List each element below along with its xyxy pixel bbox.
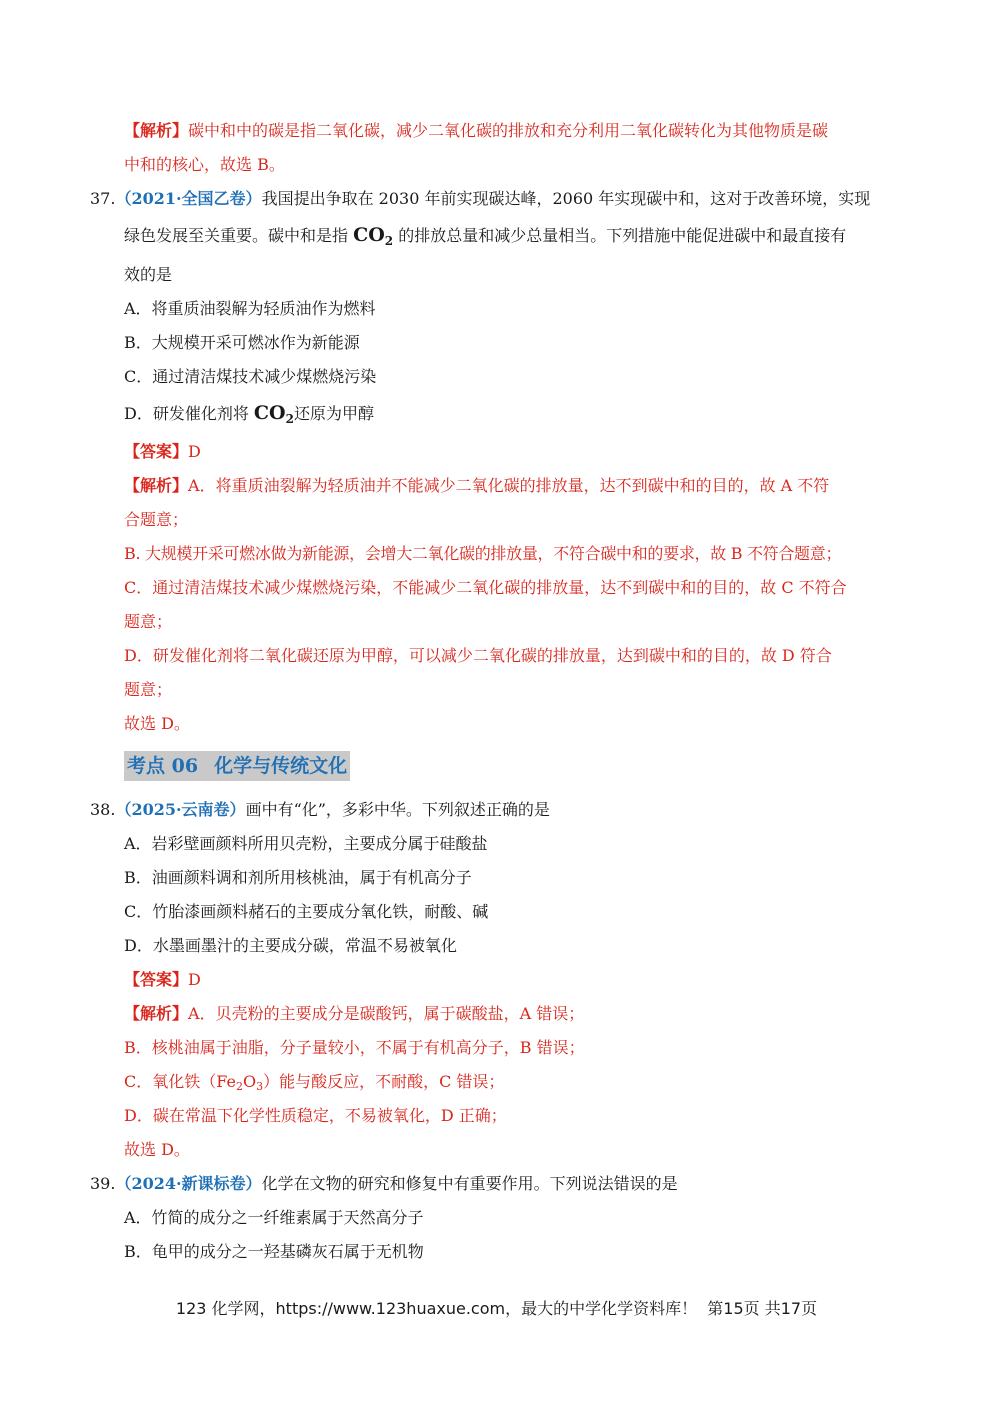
page-footer — [0, 1298, 993, 1320]
section-heading — [124, 751, 350, 781]
option-a: A．岩彩壁画颜料所用贝壳粉，主要成分属于硅酸盐 — [124, 834, 488, 853]
question-37-stem-line3: 效的是 — [124, 265, 173, 284]
analysis-text: ）能与酸反应，不耐酸，C 错误； — [263, 1072, 505, 1091]
footer-text: 123 化学网，https://www.123huaxue.com，最大的中学化学资料库！ — [175, 1299, 698, 1318]
question-39-stem — [90, 1173, 678, 1195]
analysis-text: C．氧化铁（Fe — [124, 1072, 236, 1091]
answer-line — [124, 441, 201, 463]
analysis-tag: 【解析】 — [124, 476, 189, 495]
analysis-line: 故选 D。 — [124, 714, 190, 733]
section-title: 化学与传统文化 — [214, 755, 348, 777]
formula-co2 — [254, 402, 294, 424]
question-text: 我国提出争取在 2030 年前实现碳达峰，2060 年实现碳中和，这对于改善环境，实现 — [261, 189, 871, 208]
analysis-line: D．碳在常温下化学性质稳定，不易被氧化，D 正确； — [124, 1106, 507, 1125]
analysis-text: A．贝壳粉的主要成分是碳酸钙，属于碳酸盐，A 错误； — [188, 1004, 585, 1023]
question-source: （2024·新课标卷） — [115, 1174, 262, 1193]
page-number: 第15页 共17页 — [707, 1299, 818, 1318]
answer-tag: 【答案】 — [124, 970, 189, 989]
option-b: B．油画颜料调和剂所用核桃油，属于有机高分子 — [124, 868, 472, 887]
formula-main: CO — [353, 224, 385, 246]
analysis-line — [124, 1071, 504, 1098]
question-text: 化学在文物的研究和修复中有重要作用。下列说法错误的是 — [261, 1174, 678, 1193]
formula-sub: 3 — [256, 1080, 264, 1093]
option-a: A．将重质油裂解为轻质油作为燃料 — [124, 299, 376, 318]
question-number: 38. — [90, 800, 116, 819]
option-b: B．大规模开采可燃冰作为新能源 — [124, 333, 360, 352]
question-source: （2025·云南卷） — [115, 800, 246, 819]
analysis-line — [124, 1003, 584, 1025]
analysis-tag: 【解析】 — [124, 121, 189, 140]
option-b: B．龟甲的成分之一羟基磷灰石属于无机物 — [124, 1242, 424, 1261]
analysis-line: D．研发催化剂将二氧化碳还原为甲醇，可以减少二氧化碳的排放量，达到碳中和的目的，故 D 符合 — [124, 646, 832, 665]
question-text: 画中有“化”，多彩中华。下列叙述正确的是 — [245, 800, 550, 819]
answer-value: D — [188, 970, 201, 989]
formula-co2 — [353, 224, 393, 246]
answer-line — [124, 969, 201, 991]
analysis-line: 题意； — [124, 680, 173, 699]
analysis-line: C．通过清洁煤技术减少煤燃烧污染，不能减少二氧化碳的排放量，达不到碳中和的目的，故 C 不符合 — [124, 578, 847, 597]
analysis-line: B．核桃油属于油脂，分子量较小，不属于有机高分子，B 错误； — [124, 1038, 585, 1057]
analysis-line: 题意； — [124, 612, 173, 631]
formula-sub: 2 — [235, 1080, 243, 1093]
formula-main: CO — [253, 402, 286, 424]
analysis-line — [124, 120, 828, 142]
option-c: C．竹胎漆画颜料赭石的主要成分氧化铁，耐酸、碱 — [124, 902, 489, 921]
stem-text: 绿色发展至关重要。碳中和是指 — [124, 226, 354, 245]
formula-sub: 2 — [285, 412, 294, 426]
option-d — [124, 402, 374, 430]
analysis-line: B. 大规模开采可燃冰做为新能源，会增大二氧化碳的排放量，不符合碳中和的要求，故 B 不符合题意； — [124, 544, 842, 563]
stem-text: 的排放总量和减少总量相当。下列措施中能促进碳中和最直接有 — [393, 226, 847, 245]
option-text: D．研发催化剂将 — [124, 404, 254, 423]
analysis-line: 合题意； — [124, 510, 189, 529]
section-label: 考点 06 — [127, 755, 199, 777]
analysis-line: 中和的核心，故选 B。 — [124, 155, 285, 174]
question-number: 39. — [90, 1174, 116, 1193]
option-d: D．水墨画墨汁的主要成分碳，常温不易被氧化 — [124, 936, 457, 955]
option-text: 还原为甲醇 — [293, 404, 374, 423]
option-c: C．通过清洁煤技术减少煤燃烧污染 — [124, 367, 377, 386]
formula-sub: 2 — [384, 234, 394, 248]
analysis-text: 碳中和中的碳是指二氧化碳，减少二氧化碳的排放和充分利用二氧化碳转化为其他物质是碳 — [188, 121, 829, 140]
answer-tag: 【答案】 — [124, 442, 189, 461]
analysis-line — [124, 475, 829, 497]
analysis-text: A．将重质油裂解为轻质油并不能减少二氧化碳的排放量，达不到碳中和的目的，故 A 不符 — [188, 476, 830, 495]
option-a: A．竹简的成分之一纤维素属于天然高分子 — [124, 1208, 424, 1227]
answer-value: D — [188, 442, 201, 461]
question-37-stem — [90, 188, 870, 210]
question-38-stem — [90, 799, 550, 821]
analysis-tag: 【解析】 — [124, 1004, 189, 1023]
question-number: 37. — [90, 189, 116, 208]
question-37-stem-line2 — [124, 224, 846, 252]
analysis-text: O — [242, 1072, 257, 1091]
analysis-line: 故选 D。 — [124, 1140, 190, 1159]
question-source: （2021·全国乙卷） — [115, 189, 262, 208]
